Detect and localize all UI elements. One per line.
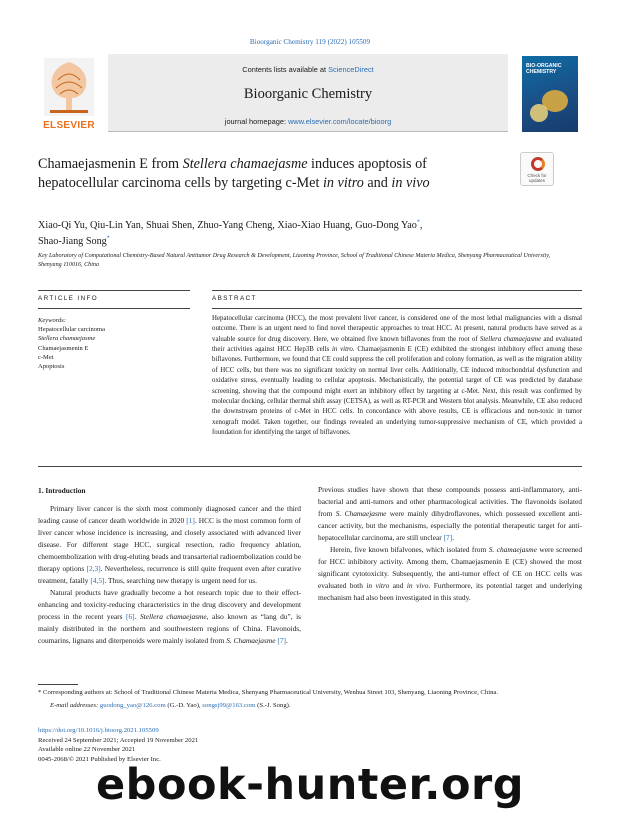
email-footnote: E-mail addresses: guodong_yao@126.com (G.-D. Yao), songsj99@163.com (S.-J. Song). [50,702,291,710]
elsevier-tree-icon [44,58,94,116]
contents-line [108,65,508,74]
keywords-label: Keywords: [38,317,66,324]
keyword-item: Chamaejasmenin E [38,344,89,352]
email-link[interactable]: guodong_yao@126.com [99,702,166,710]
authors-line: Xiao-Qi Yu, Qiu-Lin Yan, Shuai Shen, Zhuo-Yang Cheng, Xiao-Xiao Huang, Guo-Dong Yao [38,220,417,231]
corresponding-author-mark[interactable]: * [416,219,420,226]
homepage-prefix: journal homepage: [224,117,289,126]
check-updates-label: Check for updates [527,173,547,183]
check-for-updates-button[interactable] [520,152,554,186]
article-info-heading: ARTICLE INFO [38,295,99,302]
cover-art-shape [530,104,548,122]
author-list: Xiao-Qi Yu, Qiu-Lin Yan, Shuai Shen, Zhuo-Yang Cheng, Xiao-Xiao Huang, Guo-Dong Yao*, Shao-Jiang Song* [38,219,423,247]
elsevier-logo [38,56,100,132]
keyword-item: c-Met [38,353,54,361]
contents-prefix: Contents lists available at [242,65,329,74]
body-paragraph: Natural products have gradually become a hot research topic due to their effect-enhancing and toxicity-reducing characteristics in the drug discovery and development process in the recent years [6]. Stellera chamaejasme, also known as “lang du”, is mainly distributed in the northern and southwestern regions of China. Flavonoids, coumarins, lignans and diterpenoids were mainly isolated from S. Chamaejasme [7]. [38,587,301,645]
journal-cover-image [522,56,578,132]
article-title: Chamaejasmenin E from Stellera chamaejasme induces apoptosis of hepatocellular carcinoma cells by targeting c-Met in vitro and in vivo [38,156,430,191]
doi-link[interactable]: https://doi.org/10.1016/j.bioorg.2021.105509 [38,727,159,734]
authors-line: Shao-Jiang Song [38,235,107,247]
received-dates: Received 24 September 2021; Accepted 19 November 2021 [38,736,199,744]
footnotes [38,688,582,711]
body-paragraph: Herein, five known bifalvones, which isolated from S. chamaejasme were screened for HCC inhibitory activity. Among them, Chamaejasmenin E (CE) showed the most significant cytotoxicity. Subsequently, the anti-tumor effect of CE on HCC cells was evaluated both in vitro and in vivo. Furthermore, its potential target and underlying mechanism had also been investigated in this study. [318,544,583,602]
keywords-block [38,316,188,371]
email-link[interactable]: songsj99@163.com [202,702,256,710]
journal-name: Bioorganic Chemistry [243,86,373,102]
body-column-right [318,484,582,604]
keyword-item: Hepatocellular carcinoma [38,326,105,334]
check-updates-icon [531,157,545,171]
body-paragraph: Primary liver cancer is the sixth most commonly diagnosed cancer and the third leading cause of cancer death worldwide in 2020 [1]. HCC is the most common form of liver cancer whose incidence is increasing, and closely associated with advanced liver disease. For different stage HCC, surgical resection, radio frequency ablation, chemoembolization with drug-eluting beads and transarterial radioembolization could be therapy options [2,3]. Nevertheless, recurrence is still quite frequent even after curative treatment, fatally [4,5]. Thus, searching new therapy is urgent need for us. [38,504,301,585]
divider [212,290,582,291]
divider [38,290,190,291]
divider [38,308,190,309]
homepage-line [108,117,508,126]
abstract-text: Hepatocellular carcinoma (HCC), the most prevalent liver cancer, is considered one of the most lethal malignancies with a dismal outcome. There is an urgent need to find novel therapeutic approaches to treat HCC. At present, natural products have served as a valuable source for drug discovery. Here, we obtained five known biflavones from the root of Stellera chamaejasme and evaluated their activities against HCC Hep3B cells in vitro. Chamaejasmenin E (CE) exhibited the strongest inhibitory effect among these biflavones. Furthermore, we found that CE could suppress the cell proliferation and colony formation, as well as the migration ability of HCC cells, but there was no significant toxicity on normal liver cells. Additionally, CE induced mitochondrial dysfunction and oxidative stress, eventually leading to cellular apoptosis. Mechanistically, the potential target of CE was predicted by database screening, showing that the compound might exert an inhibitory effect by targeting at c-Met. Next, this result was confirmed by molecular docking, cellular thermal shift assay (CETSA), as well as RT-PCR and Western blot analysis. Meanwhile, CE also reduced the downstream proteins of c-Met in HCC cells. In concordance with above results, CE is efficacious and non-toxic in tumor xenograft model. Taken together, our findings revealed an underlying tumor-suppressive mechanism of CE, which provided a foundation for identifying the target of biflavones. [212,315,582,436]
watermark: ebook-hunter.org [96,760,524,810]
section-title-introduction: 1. Introduction [38,486,86,495]
publication-info [38,726,338,764]
online-date: Available online 22 November 2021 [38,746,136,754]
sciencedirect-link[interactable]: ScienceDirect [328,65,374,74]
running-head-link[interactable]: Bioorganic Chemistry 119 (2022) 105509 [249,38,371,46]
journal-info-box [108,54,508,132]
corresponding-author-footnote: * Corresponding authors at: School of Traditional Chinese Materia Medica, Shenyang Pharmaceutical University, Wenhua Street 103, Shenyang, Liaoning Province, China. [38,689,499,696]
affiliation: Key Laboratory of Computational Chemistry-Based Natural Antitumor Drug Research & Development, Liaoning Province, School of Traditional Chinese Materia Medica, Shenyang Pharmaceutical University, Shenyang 110016, China [38,253,551,269]
cover-title: BIO-ORGANIC CHEMISTRY [526,63,562,76]
elsevier-wordmark: ELSEVIER [43,120,95,131]
citation-link[interactable]: [2,3] [86,563,101,573]
body-column-left [38,503,301,647]
citation-link[interactable]: [1] [186,515,195,525]
corresponding-author-mark[interactable]: * [106,235,110,242]
citation-link[interactable]: [7] [443,532,453,542]
journal-masthead [38,54,582,134]
copyright-line: 0045-2068/© 2021 Published by Elsevier Inc. [38,755,161,763]
footnote-divider [38,684,78,685]
citation-link[interactable]: [7] [277,635,286,645]
divider [212,308,582,309]
journal-homepage-link[interactable]: www.elsevier.com/locate/bioorg [288,117,392,126]
body-paragraph: Previous studies have shown that these compounds possess anti-inflammatory, anti-bacterial and anti-tumors and other pharmacological activities. The flavonoids isolated from S. Chamaejasme were mainly dihydroflavones, which possessed excellent anti-cancer activity, but the mechanisms, especially the potential therapeutic target for anti-hepatocellular carcinoma, are still unclear [7]. [318,485,582,542]
divider [38,466,582,467]
citation-link[interactable]: [6] [125,611,135,621]
abstract-heading: ABSTRACT [212,295,257,302]
keyword-item: Apoptosis [38,363,65,371]
citation-link[interactable]: [4,5] [90,575,105,585]
keyword-item: Stellera chamaejasme [38,335,96,343]
